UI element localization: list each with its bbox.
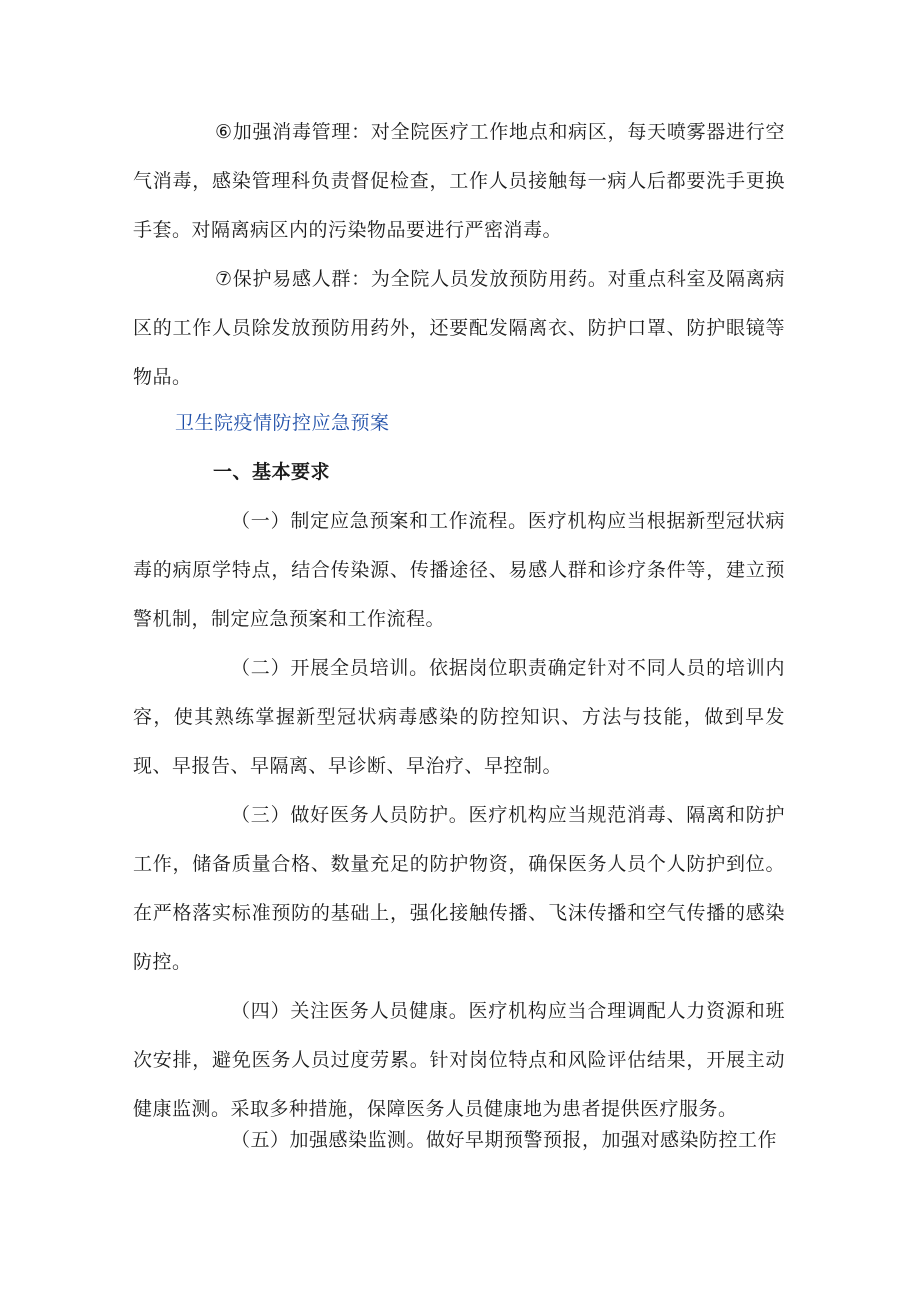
- section-heading-basic-requirements: 一、基本要求: [213, 461, 331, 483]
- requirement-item-3: （三）做好医务人员防护。医疗机构应当规范消毒、隔离和防护工作，储备质量合格、数量充足的防护物资，确保医务人员个人防护到位。在严格落实标准预防的基础上，强化接触传播、飞沫传播和空气传播的感染防控。: [133, 804, 785, 973]
- paragraph-protect-susceptible-population: ⑦保护易感人群：为全院人员发放预防用药。对重点科室及隔离病区的工作人员除发放预防用药外，还要配发隔离衣、防护口罩、防护眼镜等物品。: [133, 268, 785, 388]
- requirement-item-5: （五）加强感染监测。做好早期预警预报，加强对感染防控工作: [231, 1129, 778, 1151]
- requirement-item-1: （一）制定应急预案和工作流程。医疗机构应当根据新型冠状病毒的病原学特点，结合传染源、传播途径、易感人群和诊疗条件等，建立预警机制，制定应急预案和工作流程。: [133, 510, 785, 630]
- document-title[interactable]: 卫生院疫情防控应急预案: [175, 412, 390, 434]
- paragraph-disinfection-management: ⑥加强消毒管理：对全院医疗工作地点和病区，每天喷雾器进行空气消毒，感染管理科负责督促检查，工作人员接触每一病人后都要洗手更换手套。对隔离病区内的污染物品要进行严密消毒。: [133, 121, 785, 241]
- requirement-item-4: （四）关注医务人员健康。医疗机构应当合理调配人力资源和班次安排，避免医务人员过度劳累。针对岗位特点和风险评估结果，开展主动健康监测。采取多种措施，保障医务人员健康地为患者提供医疗服务。: [133, 1000, 785, 1120]
- requirement-item-2: （二）开展全员培训。依据岗位职责确定针对不同人员的培训内容，使其熟练掌握新型冠状病毒感染的防控知识、方法与技能，做到早发现、早报告、早隔离、早诊断、早治疗、早控制。: [133, 657, 785, 777]
